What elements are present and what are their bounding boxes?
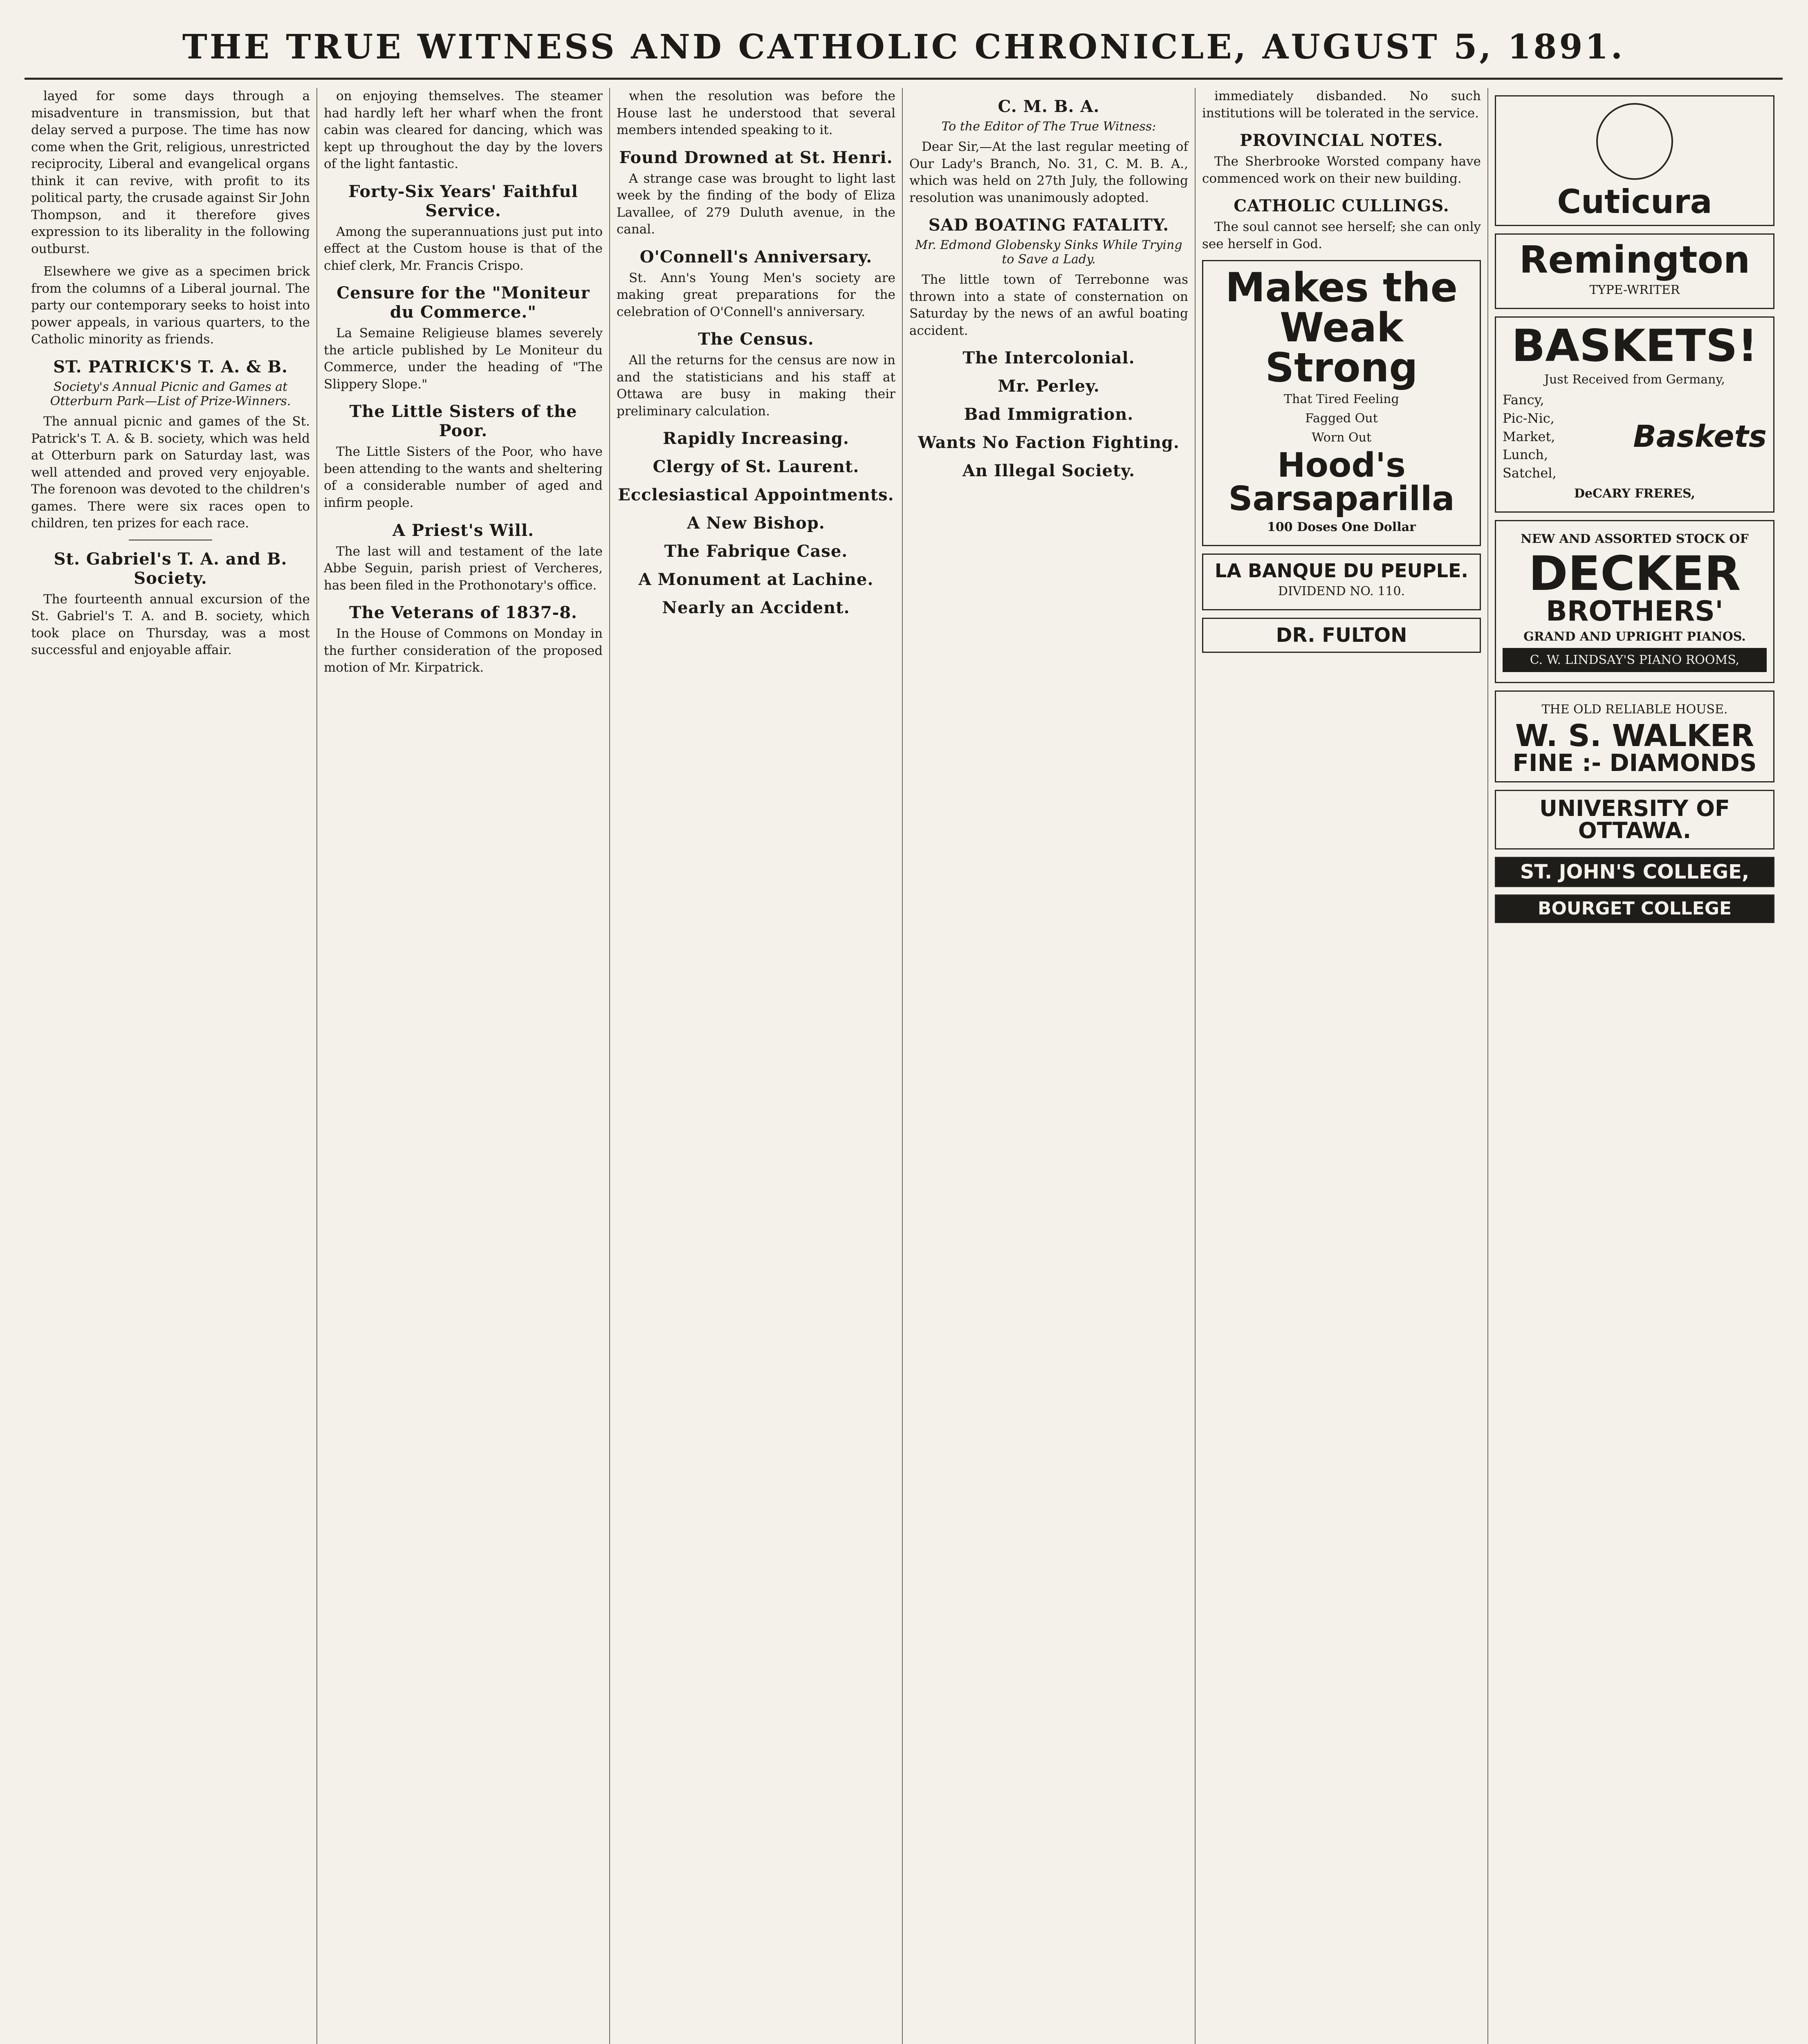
newspaper-page bbox=[25, 16, 1783, 2044]
ad-brand: Cuticura bbox=[1557, 183, 1712, 221]
article-body: The Little Sisters of the Poor, who have been attending to the wants and sheltering of a considerable number of aged and infirm people. bbox=[324, 444, 603, 510]
masthead bbox=[25, 16, 1783, 80]
article-body: The annual picnic and games of the St. Patrick's T. A. & B. society, which was held at Otterburn park on Saturday last, was well attended and proved very enjoyable. The forenoon was devoted to the children's games. There were six races open to children, ten prizes for each race. bbox=[31, 414, 310, 531]
section-heading: An Illegal Society. bbox=[962, 461, 1135, 481]
section-subheading: Society's Annual Picnic and Games at Otterburn Park—List of Prize-Winners. bbox=[50, 379, 291, 408]
ad-headline: UNIVERSITY OF OTTAWA. bbox=[1539, 795, 1730, 843]
section-heading: The Census. bbox=[698, 329, 814, 349]
section-heading: St. Gabriel's T. A. and B. Society. bbox=[54, 549, 287, 588]
article-body: layed for some days through a misadventure in transmission, but that delay served a purpose. The time has now come when the Grit, religious, unrestricted reciprocity, Liberal and evangelical organs think it can revive, with profit to its political party, the crusade against Sir John Thompson, and it therefore gives expression to its liberality in the following outburst. bbox=[31, 89, 310, 256]
list-item: Lunch, bbox=[1503, 447, 1548, 463]
article-body: The fourteenth annual excursion of the St. Gabriel's T. A. and B. society, which took place on Thursday, was a most successful and enjoyable affair. bbox=[31, 592, 310, 658]
column-1 bbox=[25, 88, 317, 2044]
article-body: The Sherbrooke Worsted company have commenced work on their new building. bbox=[1202, 154, 1481, 186]
article-body: Elsewhere we give as a specimen brick from the columns of a Liberal journal. The party our contemporary seeks to hoist into power appeals, in various quarters, to the Catholic minority as friends. bbox=[31, 264, 310, 347]
article-body: All the returns for the census are now in and the statisticians and his staff at Ottawa are busy in making their preliminary calculation. bbox=[617, 353, 895, 419]
section-heading: PROVINCIAL NOTES. bbox=[1240, 131, 1443, 150]
ad-brand: Hood's Sarsaparilla bbox=[1228, 446, 1455, 519]
column-5 bbox=[1196, 88, 1488, 2044]
ad-headline: BOURGET COLLEGE bbox=[1537, 898, 1732, 919]
list-item: Market, bbox=[1503, 428, 1555, 444]
section-subheading: Mr. Edmond Globensky Sinks While Trying to Save a Lady. bbox=[915, 238, 1182, 267]
ad-subheading: GRAND AND UPRIGHT PIANOS. bbox=[1523, 629, 1746, 644]
masthead-title: THE TRUE WITNESS AND CATHOLIC CHRONICLE, AUGUST 5, 1891. bbox=[182, 27, 1625, 67]
list-item: Pic-Nic, bbox=[1503, 410, 1555, 426]
section-heading: Clergy of St. Laurent. bbox=[653, 457, 859, 477]
ad-university-ottawa bbox=[1495, 790, 1774, 849]
section-heading: Ecclesiastical Appointments. bbox=[618, 485, 894, 505]
section-heading: Wants No Faction Fighting. bbox=[918, 433, 1180, 453]
ad-headline: ST. JOHN'S COLLEGE, bbox=[1520, 860, 1750, 883]
section-heading: The Intercolonial. bbox=[962, 348, 1135, 368]
column-3 bbox=[610, 88, 903, 2044]
baby-icon bbox=[1596, 103, 1673, 180]
section-heading: SAD BOATING FATALITY. bbox=[928, 215, 1169, 235]
section-heading: O'Connell's Anniversary. bbox=[639, 247, 873, 267]
ad-subheading: TYPE-WRITER bbox=[1589, 283, 1680, 297]
section-heading: A New Bishop. bbox=[687, 513, 825, 533]
article-body: A strange case was brought to light last week by the finding of the body of Eliza Lavallee, of 279 Duluth avenue, in the canal. bbox=[617, 171, 895, 237]
ad-footer: C. W. LINDSAY'S PIANO ROOMS, bbox=[1503, 648, 1767, 672]
ad-subheading: Just Received from Germany, bbox=[1544, 372, 1725, 387]
ad-topline: NEW AND ASSORTED STOCK OF bbox=[1521, 531, 1749, 546]
section-subheading: To the Editor of The True Witness: bbox=[941, 119, 1156, 134]
section-heading: Rapidly Increasing. bbox=[663, 429, 849, 448]
ad-brand: Baskets bbox=[1633, 419, 1767, 454]
ad-hoods-sarsaparilla bbox=[1202, 260, 1481, 546]
ad-subheading: That Tired Feeling bbox=[1284, 392, 1399, 407]
ad-topline: THE OLD RELIABLE HOUSE. bbox=[1541, 702, 1728, 717]
ad-headline: W. S. WALKER bbox=[1515, 718, 1754, 753]
section-heading: ST. PATRICK'S T. A. & B. bbox=[53, 357, 288, 377]
article-body: Dear Sir,—At the last regular meeting of Our Lady's Branch, No. 31, C. M. B. A., which was held on 27th July, the following resolution was unanimously adopted. bbox=[909, 139, 1188, 205]
list-item: Satchel, bbox=[1503, 465, 1557, 481]
columns bbox=[25, 88, 1783, 2044]
article-body: Among the superannuations just put into effect at the Custom house is that of the chief clerk, Mr. Francis Crispo. bbox=[324, 224, 603, 273]
ad-walker bbox=[1495, 690, 1774, 782]
column-2 bbox=[317, 88, 610, 2044]
section-heading: CATHOLIC CULLINGS. bbox=[1234, 196, 1449, 216]
ad-baskets bbox=[1495, 316, 1774, 513]
section-heading: The Fabrique Case. bbox=[664, 542, 848, 561]
section-heading: Mr. Perley. bbox=[998, 377, 1100, 396]
section-heading: A Priest's Will. bbox=[392, 520, 534, 540]
section-heading: Censure for the "Moniteur du Commerce." bbox=[336, 283, 590, 322]
section-heading: The Little Sisters of the Poor. bbox=[349, 402, 577, 441]
ad-cuticura bbox=[1495, 95, 1774, 226]
ad-brand: Remington bbox=[1519, 238, 1750, 282]
section-heading: Nearly an Accident. bbox=[662, 598, 850, 618]
article-body: In the House of Commons on Monday in the further consideration of the proposed motion of Mr. Kirpatrick. bbox=[324, 626, 603, 675]
article-body: when the resolution was before the House last he understood that several members intended speaking to it. bbox=[617, 89, 895, 138]
section-heading: The Veterans of 1837-8. bbox=[349, 603, 577, 623]
column-4 bbox=[903, 88, 1196, 2044]
ad-headline: LA BANQUE DU PEUPLE. bbox=[1215, 560, 1468, 582]
section-heading: Found Drowned at St. Henri. bbox=[619, 148, 893, 167]
ad-headline: Makes the Weak Strong bbox=[1225, 264, 1458, 392]
article-body: St. Ann's Young Men's society are making great preparations for the celebration of O'Connell's anniversary. bbox=[617, 270, 895, 319]
article-body: on enjoying themselves. The steamer had hardly left her wharf when the front cabin was cleared for dancing, which was kept up throughout the day by the lovers of the light fantastic. bbox=[324, 89, 603, 172]
ad-footer: 100 Doses One Dollar bbox=[1267, 520, 1416, 535]
ad-subheading: Fagged Out bbox=[1305, 411, 1378, 426]
ad-st-johns bbox=[1495, 857, 1774, 887]
article-body: The little town of Terrebonne was thrown into a state of consternation on Saturday by the news of an awful boating accident. bbox=[909, 272, 1188, 338]
ad-subheading: Worn Out bbox=[1311, 430, 1372, 445]
section-heading: A Monument at Lachine. bbox=[638, 570, 874, 589]
basket-list-row bbox=[1503, 391, 1767, 482]
ad-decker bbox=[1495, 520, 1774, 683]
ad-subheading: BROTHERS' bbox=[1546, 595, 1723, 628]
ad-footer: DeCARY FRERES, bbox=[1574, 486, 1696, 501]
ad-dr-fulton bbox=[1202, 618, 1481, 653]
column-6 bbox=[1488, 88, 1781, 2044]
ad-headline: BASKETS! bbox=[1512, 320, 1758, 372]
ad-subheading: DIVIDEND NO. 110. bbox=[1278, 584, 1405, 599]
article-body: immediately disbanded. No such institutions will be tolerated in the service. bbox=[1202, 89, 1481, 121]
ad-banque bbox=[1202, 554, 1481, 610]
ad-headline: DR. FULTON bbox=[1276, 624, 1407, 647]
basket-list bbox=[1503, 391, 1557, 482]
ad-subheading: FINE :- DIAMONDS bbox=[1512, 749, 1757, 777]
article-body: The soul cannot see herself; she can only see herself in God. bbox=[1202, 220, 1481, 251]
article-body: La Semaine Religieuse blames severely the article published by Le Moniteur du Commerce, under the heading of "The Slippery Slope." bbox=[324, 326, 603, 392]
section-heading: Bad Immigration. bbox=[964, 405, 1134, 424]
section-heading: Forty-Six Years' Faithful Service. bbox=[348, 182, 578, 220]
ad-headline: DECKER bbox=[1528, 546, 1741, 601]
ad-remington bbox=[1495, 233, 1774, 309]
list-item: Fancy, bbox=[1503, 392, 1544, 408]
article-body: The last will and testament of the late Abbe Seguin, parish priest of Vercheres, has been filed in the Prothonotary's office. bbox=[324, 544, 603, 593]
ad-bourget bbox=[1495, 894, 1774, 923]
section-heading: C. M. B. A. bbox=[998, 97, 1100, 116]
